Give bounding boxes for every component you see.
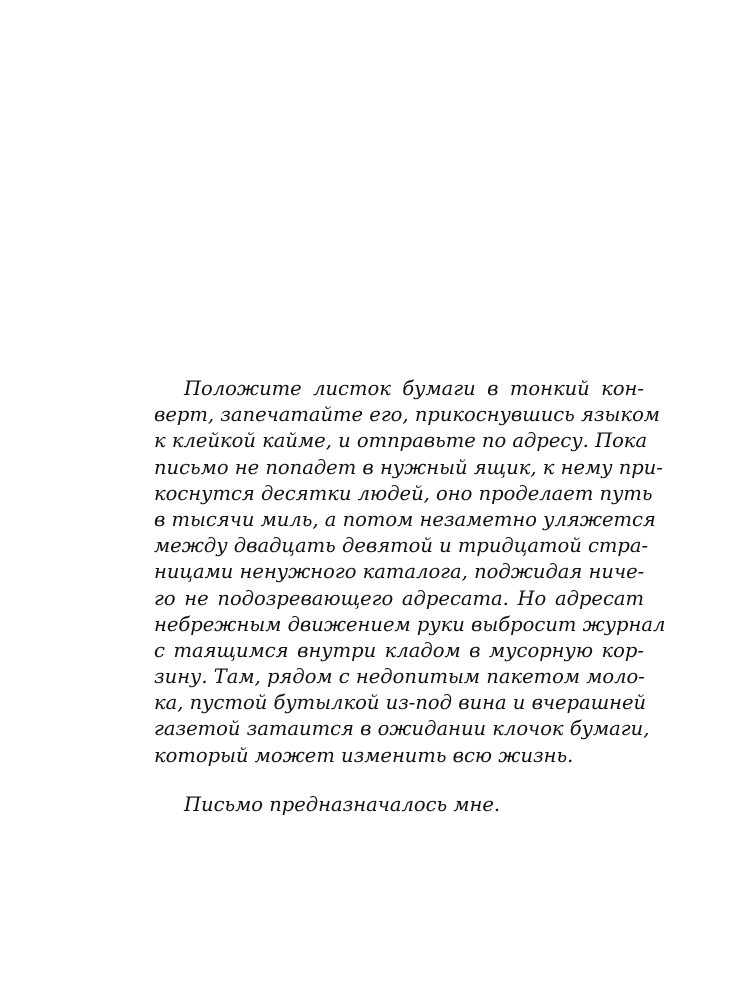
paragraph-line: го не подозревающего адресата. Но адресат: [154, 586, 644, 610]
paragraph-line: с таящимся внутри кладом в мусорную кор-: [154, 638, 644, 662]
paragraph-line: газетой затаится в ожидании клочок бумаги,: [154, 717, 650, 741]
paragraph-line: письмо не попадет в нужный ящик, к нему при-: [154, 455, 663, 479]
paragraph-line: ка, пустой бутылкой из-под вина и вчерашней: [154, 691, 647, 715]
paragraph-line: ницами ненужного каталога, поджидая ниче-: [154, 560, 645, 584]
closing-sentence: Письмо предназначалось мне.: [184, 793, 501, 816]
paragraph-line: коснутся десятки людей, оно проделает путь: [154, 481, 653, 505]
paragraph-line: Положите листок бумаги в тонкий кон-: [184, 377, 644, 400]
paragraph-line: который может изменить всю жизнь.: [154, 743, 574, 767]
paragraph-line: зину. Там, рядом с недопитым пакетом моло-: [154, 665, 645, 689]
paragraph-line: в тысячи миль, а потом незаметно уляжется: [154, 507, 656, 531]
paragraph-line: небрежным движением руки выбросит журнал: [154, 612, 666, 636]
paragraph-line: к клейкой кайме, и отправьте по адресу. Пока: [154, 429, 648, 453]
paragraph-line: между двадцать девятой и тридцатой стра-: [154, 534, 649, 558]
body-paragraph: [154, 376, 666, 769]
paragraph-line: верт, запечатайте его, прикоснувшись языком: [154, 403, 660, 427]
